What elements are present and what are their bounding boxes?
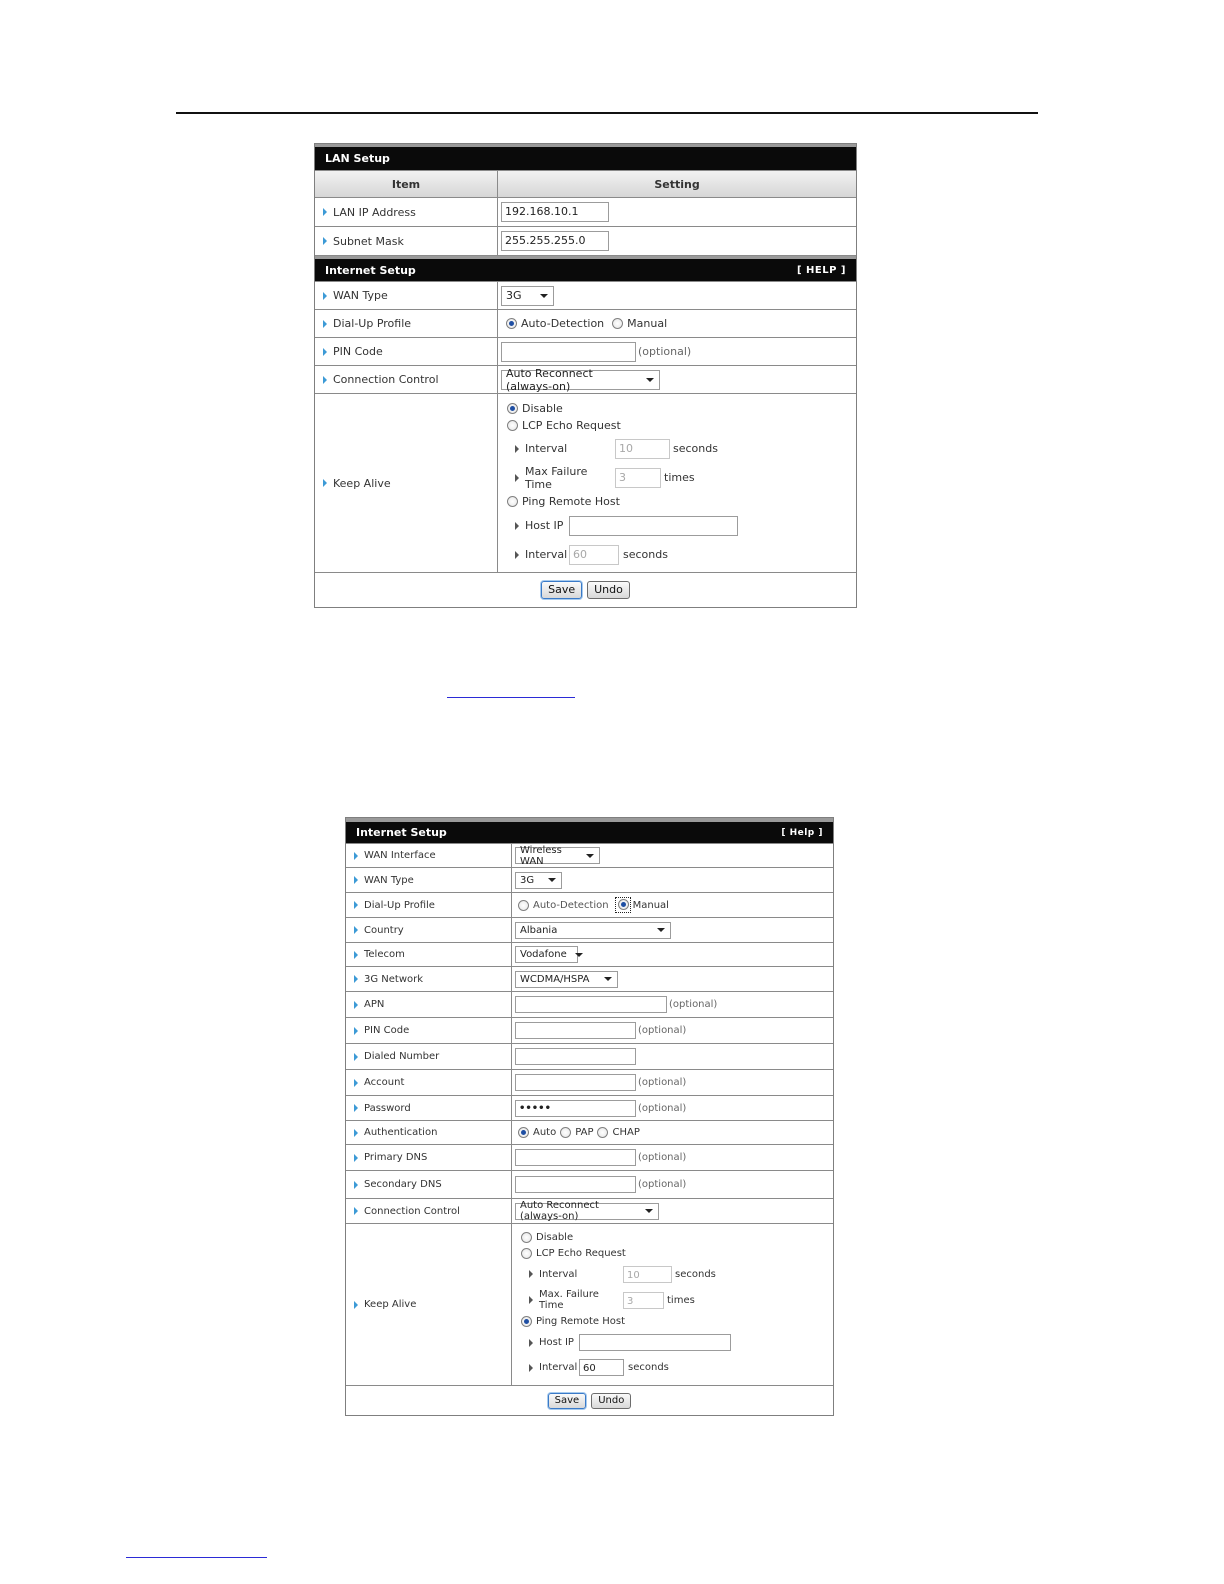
country-setting-cell: [512, 918, 833, 942]
keep-alive-label-cell: [346, 1224, 512, 1385]
lan-setup-title: LAN Setup: [325, 152, 390, 165]
wan-type-label-cell: [346, 868, 512, 892]
auth-auto-label: Auto: [533, 1127, 557, 1138]
auth-setting-cell: [512, 1121, 833, 1144]
bullet-arrow-icon: [515, 474, 519, 482]
dialed-number-label: Dialed Number: [364, 1051, 440, 1062]
dialup-manual-radio[interactable]: [618, 899, 629, 910]
ka-lcp-interval-input[interactable]: 10: [615, 439, 670, 459]
ka-disable-option: [507, 400, 738, 417]
bullet-arrow-icon: [323, 292, 327, 300]
keep-alive-label-cell: [315, 394, 498, 572]
wan-type-value: 3G: [520, 874, 535, 886]
ka-ping-interval-label: Interval: [539, 1362, 578, 1373]
secondary-dns-input[interactable]: [515, 1176, 636, 1193]
subnet-label: Subnet Mask: [333, 234, 404, 248]
primary-dns-row: [346, 1145, 833, 1171]
lan-ip-input[interactable]: 192.168.10.1: [501, 202, 609, 222]
country-label-cell: [346, 918, 512, 942]
wan-interface-setting-cell: [512, 844, 833, 867]
country-row: [346, 918, 833, 943]
auth-label-cell: [346, 1121, 512, 1144]
pin-code-input[interactable]: [515, 1022, 636, 1039]
bullet-arrow-icon: [323, 208, 327, 216]
wan-type-select[interactable]: [515, 872, 562, 889]
network-label-cell: [346, 967, 512, 991]
primary-dns-label-cell: [346, 1145, 512, 1170]
ka-lcp-interval-line: [521, 1261, 731, 1287]
pin-optional-note: (optional): [638, 345, 692, 358]
ka-ping-interval-label: Interval: [525, 548, 568, 561]
ka-max-failure-label: Max. Failure Time: [539, 1289, 599, 1311]
dialup-manual-label: Manual: [627, 317, 668, 330]
wan-type-row: [315, 282, 856, 310]
undo-button[interactable]: Undo: [591, 1393, 631, 1409]
dialup-label-cell: [346, 893, 512, 917]
subnet-label-cell: [315, 227, 498, 255]
network-value: WCDMA/HSPA: [520, 973, 590, 985]
wan-interface-row: [346, 844, 833, 868]
connection-control-select[interactable]: [515, 1200, 659, 1222]
secondary-dns-setting-cell: [512, 1171, 833, 1198]
wan-type-setting-cell: [498, 282, 856, 309]
apn-setting-cell: [512, 992, 833, 1017]
ka-max-failure-line: [521, 1287, 731, 1313]
ka-max-failure-label: Max Failure Time: [525, 464, 588, 491]
keep-alive-row: [346, 1224, 833, 1386]
subnet-setting-cell: [498, 227, 856, 255]
save-button[interactable]: Save: [541, 581, 582, 599]
ka-lcp-label: LCP Echo Request: [522, 419, 621, 432]
password-optional-note: (optional): [638, 1102, 687, 1114]
secondary-dns-label: Secondary DNS: [364, 1179, 442, 1190]
bullet-arrow-icon: [529, 1296, 533, 1304]
bullet-arrow-icon: [529, 1364, 533, 1372]
lan-ip-row: [315, 198, 856, 227]
dialup-auto-label: Auto-Detection: [521, 317, 605, 330]
keep-alive-setting-cell: [498, 394, 856, 572]
wan-type-row: [346, 868, 833, 893]
auth-chap-label: CHAP: [612, 1127, 640, 1138]
internet-setup-title: Internet Setup: [356, 826, 447, 839]
bullet-arrow-icon: [354, 1301, 358, 1309]
telecom-label: Telecom: [364, 949, 405, 960]
network-setting-cell: [512, 967, 833, 991]
bullet-arrow-icon: [354, 975, 358, 983]
wan-type-label-cell: [315, 282, 498, 309]
ka-ping-interval-input[interactable]: 60: [569, 545, 619, 565]
ka-ping-label: Ping Remote Host: [522, 495, 620, 508]
keep-alive-label: Keep Alive: [333, 476, 391, 490]
wan-type-label: WAN Type: [364, 874, 414, 886]
save-button[interactable]: Save: [548, 1393, 587, 1409]
pin-setting-cell: [512, 1018, 833, 1043]
ka-max-failure-unit: times: [664, 471, 695, 484]
connection-control-value: Auto Reconnect (always-on): [520, 1200, 599, 1222]
ka-lcp-interval-label: Interval: [525, 442, 568, 455]
internet-setup-title: Internet Setup: [325, 263, 416, 277]
apn-optional-note: (optional): [669, 999, 718, 1010]
ka-ping-interval-line: [521, 1355, 731, 1380]
ka-disable-label: Disable: [536, 1231, 574, 1243]
dialup-auto-radio[interactable]: [518, 900, 529, 911]
bullet-arrow-icon: [323, 376, 327, 384]
secondary-dns-label-cell: [346, 1171, 512, 1198]
telecom-label-cell: [346, 943, 512, 966]
action-buttons: [541, 581, 630, 599]
lan-ip-label-cell: [315, 198, 498, 226]
chevron-down-icon: [540, 294, 548, 298]
ka-lcp-radio[interactable]: [507, 420, 518, 431]
wan-interface-value: Wireless WAN: [520, 844, 562, 867]
ka-host-ip-line: [507, 511, 738, 540]
ka-ping-option: [507, 492, 738, 511]
keep-alive-label: Keep Alive: [364, 1299, 417, 1310]
internet-setup-header: [346, 818, 833, 844]
primary-dns-input[interactable]: [515, 1149, 636, 1166]
chevron-down-icon: [645, 1209, 653, 1213]
bullet-arrow-icon: [323, 479, 327, 487]
dialup-label: Dial-Up Profile: [364, 899, 435, 911]
chevron-down-icon: [657, 928, 665, 932]
bullet-arrow-icon: [354, 1001, 358, 1009]
ka-max-failure-input[interactable]: 3: [615, 468, 661, 488]
primary-dns-optional-note: (optional): [638, 1152, 687, 1163]
telecom-setting-cell: [512, 943, 833, 966]
apn-input[interactable]: [515, 996, 667, 1013]
conn-label-cell: [346, 1199, 512, 1223]
ka-host-ip-line: [521, 1330, 731, 1355]
auth-pap-radio[interactable]: [560, 1127, 571, 1138]
auth-auto-radio[interactable]: [518, 1127, 529, 1138]
bullet-arrow-icon: [354, 1129, 358, 1137]
connection-control-value: Auto Reconnect (always-on): [506, 366, 593, 393]
ka-lcp-interval-label: Interval: [539, 1268, 578, 1280]
connection-control-select[interactable]: [501, 366, 660, 393]
lan-internet-setup-panel: [314, 143, 857, 608]
pin-setting-cell: [498, 338, 856, 365]
pin-code-row: [315, 338, 856, 366]
ka-lcp-interval-unit: seconds: [675, 1268, 716, 1280]
action-buttons: [548, 1393, 632, 1409]
ka-ping-interval-input[interactable]: 60: [579, 1359, 624, 1376]
dialup-auto-radio[interactable]: [506, 318, 517, 329]
link-underline[interactable]: [447, 697, 575, 698]
dialup-setting-cell: [512, 893, 833, 917]
dialed-setting-cell: [512, 1044, 833, 1069]
undo-button[interactable]: Undo: [587, 581, 630, 599]
bullet-arrow-icon: [354, 852, 358, 860]
wan-interface-select[interactable]: [515, 844, 600, 867]
dialup-manual-radio[interactable]: [612, 318, 623, 329]
password-input[interactable]: •••••: [515, 1100, 636, 1117]
ka-host-ip-label: Host IP: [539, 1337, 574, 1348]
country-label: Country: [364, 924, 404, 936]
dialup-label-cell: [315, 310, 498, 337]
lan-ip-setting-cell: [498, 198, 856, 226]
telecom-value: Vodafone: [520, 949, 567, 960]
bullet-arrow-icon: [515, 445, 519, 453]
wan-type-setting-cell: [512, 868, 833, 892]
wan-interface-label: WAN Interface: [364, 850, 436, 861]
dialup-auto-label: Auto-Detection: [533, 899, 609, 911]
ka-disable-option: [521, 1229, 731, 1245]
ka-lcp-option: [521, 1245, 731, 1261]
bullet-arrow-icon: [354, 1027, 358, 1035]
bullet-arrow-icon: [354, 1207, 358, 1215]
dialup-manual-label: Manual: [632, 899, 669, 911]
ka-lcp-interval-unit: seconds: [673, 442, 718, 455]
bullet-arrow-icon: [515, 551, 519, 559]
apn-label: APN: [364, 999, 385, 1010]
ka-host-ip-label: Host IP: [525, 519, 564, 532]
account-optional-note: (optional): [638, 1077, 687, 1088]
auth-pap-label: PAP: [575, 1127, 594, 1138]
country-select[interactable]: [515, 922, 671, 939]
dialed-number-input[interactable]: [515, 1048, 636, 1065]
telecom-select[interactable]: [515, 946, 578, 963]
secondary-dns-optional-note: (optional): [638, 1179, 687, 1190]
connection-control-label: Connection Control: [333, 373, 439, 386]
ka-lcp-interval-input[interactable]: 10: [623, 1266, 672, 1283]
dialed-number-row: [346, 1044, 833, 1070]
internet-setup-panel-3g-manual: [345, 817, 834, 1416]
password-setting-cell: [512, 1096, 833, 1120]
authentication-label: Authentication: [364, 1127, 438, 1138]
ka-max-failure-input[interactable]: 3: [623, 1292, 664, 1309]
bullet-arrow-icon: [354, 876, 358, 884]
ka-ping-radio[interactable]: [507, 496, 518, 507]
wan-type-label: WAN Type: [333, 289, 388, 302]
telecom-row: [346, 943, 833, 967]
keep-alive-options: [501, 394, 738, 575]
bullet-arrow-icon: [354, 951, 358, 959]
column-header-row: [315, 171, 856, 198]
ka-host-ip-input[interactable]: [579, 1334, 731, 1351]
column-header-setting: Setting: [654, 177, 700, 191]
bullet-arrow-icon: [354, 1053, 358, 1061]
subnet-mask-input[interactable]: 255.255.255.0: [501, 231, 609, 251]
connection-control-row: [315, 366, 856, 394]
network-label: 3G Network: [364, 973, 424, 985]
lan-ip-label: LAN IP Address: [333, 205, 416, 219]
pin-label-cell: [315, 338, 498, 365]
conn-label-cell: [315, 366, 498, 393]
ka-lcp-option: [507, 417, 738, 434]
pin-label-cell: [346, 1018, 512, 1043]
ka-disable-radio[interactable]: [507, 403, 518, 414]
secondary-dns-row: [346, 1171, 833, 1199]
ka-max-failure-unit: times: [667, 1294, 695, 1306]
pin-optional-note: (optional): [638, 1025, 687, 1036]
conn-setting-cell: [512, 1199, 833, 1223]
bullet-arrow-icon: [515, 522, 519, 530]
keep-alive-options: [515, 1224, 731, 1386]
help-link[interactable]: [ Help ]: [781, 827, 823, 838]
primary-dns-setting-cell: [512, 1145, 833, 1170]
pin-code-input[interactable]: [501, 342, 636, 362]
ka-ping-option: [521, 1313, 731, 1330]
chevron-down-icon: [548, 878, 556, 882]
wan-interface-label-cell: [346, 844, 512, 867]
chevron-down-icon: [604, 977, 612, 981]
bullet-arrow-icon: [354, 1079, 358, 1087]
dialup-label: Dial-Up Profile: [333, 317, 412, 330]
account-label-cell: [346, 1070, 512, 1095]
ka-ping-interval-unit: seconds: [623, 548, 668, 561]
pin-code-label: PIN Code: [364, 1025, 410, 1036]
password-row: [346, 1096, 833, 1121]
column-header-item: Item: [315, 171, 498, 197]
bullet-arrow-icon: [529, 1270, 533, 1278]
bullet-arrow-icon: [354, 1154, 358, 1162]
action-row: [346, 1386, 833, 1415]
footer-link-underline[interactable]: [126, 1557, 267, 1558]
chevron-down-icon: [586, 854, 594, 858]
password-label-cell: [346, 1096, 512, 1120]
bullet-arrow-icon: [323, 237, 327, 245]
ka-ping-interval-unit: seconds: [628, 1362, 669, 1373]
page-top-rule: [176, 112, 1038, 114]
authentication-row: [346, 1121, 833, 1145]
pin-code-label: PIN Code: [333, 345, 383, 358]
primary-dns-label: Primary DNS: [364, 1152, 428, 1163]
connection-control-label: Connection Control: [364, 1205, 460, 1217]
dialup-profile-row: [346, 893, 833, 918]
ka-lcp-radio[interactable]: [521, 1248, 532, 1259]
ka-lcp-label: LCP Echo Request: [536, 1247, 626, 1259]
help-link[interactable]: [ HELP ]: [796, 264, 846, 276]
bullet-arrow-icon: [529, 1339, 533, 1347]
chevron-down-icon: [646, 378, 654, 382]
account-setting-cell: [512, 1070, 833, 1095]
chevron-down-icon: [575, 953, 583, 957]
apn-label-cell: [346, 992, 512, 1017]
keep-alive-setting-cell: [512, 1224, 833, 1385]
wan-type-value: 3G: [506, 289, 522, 302]
bullet-arrow-icon: [354, 1181, 358, 1189]
bullet-arrow-icon: [354, 926, 358, 934]
account-input[interactable]: [515, 1074, 636, 1091]
network-select[interactable]: [515, 971, 618, 988]
connection-control-row: [346, 1199, 833, 1224]
dialup-setting-cell: [498, 310, 856, 337]
lan-setup-header: [315, 144, 856, 171]
dialed-label-cell: [346, 1044, 512, 1069]
ka-lcp-interval-line: [507, 434, 738, 463]
action-row: [315, 573, 856, 607]
conn-setting-cell: [498, 366, 856, 393]
country-value: Albania: [520, 924, 558, 936]
ka-ping-radio[interactable]: [521, 1316, 532, 1327]
internet-setup-header: [315, 256, 856, 282]
wan-type-select[interactable]: [501, 286, 554, 306]
bullet-arrow-icon: [323, 348, 327, 356]
ka-ping-label: Ping Remote Host: [536, 1316, 625, 1327]
apn-row: [346, 992, 833, 1018]
ka-ping-interval-line: [507, 540, 738, 569]
dialup-manual-focus: [615, 897, 631, 913]
account-label: Account: [364, 1077, 405, 1088]
bullet-arrow-icon: [323, 320, 327, 328]
pin-code-row: [346, 1018, 833, 1044]
dialup-profile-row: [315, 310, 856, 338]
network-row: [346, 967, 833, 992]
ka-max-failure-line: [507, 463, 738, 492]
ka-disable-label: Disable: [522, 402, 563, 415]
ka-host-ip-input[interactable]: [569, 516, 738, 536]
bullet-arrow-icon: [354, 1104, 358, 1112]
subnet-row: [315, 227, 856, 256]
ka-disable-radio[interactable]: [521, 1232, 532, 1243]
auth-chap-radio[interactable]: [597, 1127, 608, 1138]
password-label: Password: [364, 1102, 411, 1114]
account-row: [346, 1070, 833, 1096]
keep-alive-row: [315, 394, 856, 573]
bullet-arrow-icon: [354, 901, 358, 909]
